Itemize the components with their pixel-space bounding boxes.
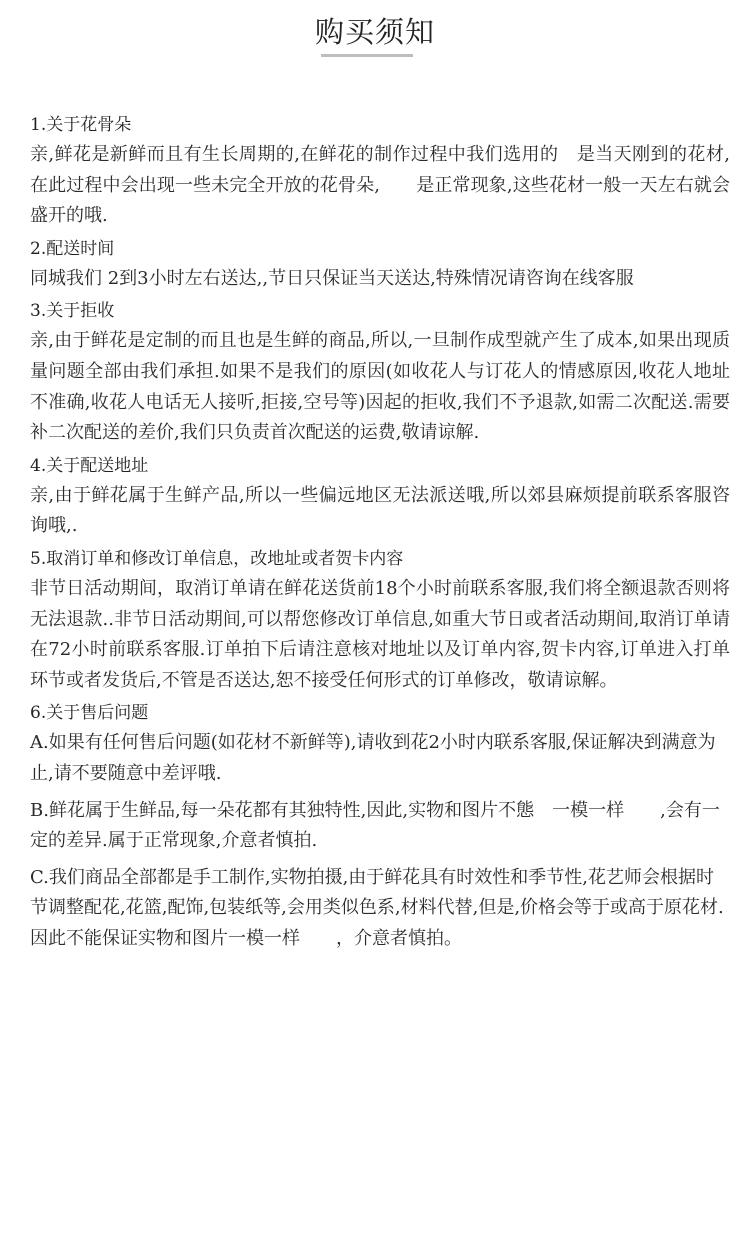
notice-content (30, 114, 730, 960)
after-sales-paragraph-c: C.我们商品全部都是手工制作,实物拍摄,由于鲜花具有时效性和季节性,花艺师会根据时节调整配花,花篮,配饰,包装纸等,会用类似色系,材料代替,但是,价格会等于或高于原花材.因此不能保证实物和图片一模一样 ，介意者慎拍。 (30, 866, 724, 949)
section-heading: 2.配送时间 (30, 238, 115, 259)
section-refusal (30, 300, 730, 448)
section-flower-buds (30, 114, 730, 232)
section-heading: 3.关于拒收 (30, 301, 115, 322)
page-title: 购买须知 (314, 15, 435, 49)
section-heading: 6.关于售后问题 (30, 703, 149, 724)
title-underline (321, 54, 413, 57)
after-sales-paragraph-b: B.鲜花属于生鲜品,每一朵花都有其独特性,因此,实物和图片不態 一模一样 ,会有一定的差异.属于正常现象,介意者慎拍. (30, 799, 720, 852)
section-cancel-modify-order (30, 548, 730, 696)
section-heading: 5.取消订单和修改订单信息，改地址或者贺卡内容 (30, 548, 404, 569)
section-delivery-address (30, 455, 730, 542)
section-heading: 1.关于花骨朵 (30, 115, 132, 135)
section-body: 亲,由于鲜花是定制的而且也是生鲜的商品,所以,一旦制作成型就产生了成本,如果出现质量问题全部由我们承担.如果不是我们的原因(如收花人与订花人的情感原因,收花人地址不准确,收花人电话无人接听,拒接,空号等)因起的拒收,我们不予退款,如需二次配送.需要补二次配送的差价,我们只负责首次配送的运费,敬请谅解. (30, 330, 730, 444)
section-body: 同城我们 2到3小时左右送达,,节日只保证当天送达,特殊情况请咨询在线客服 (30, 267, 634, 289)
section-body: 非节日活动期间，取消订单请在鲜花送货前18个小时前联系客服,我们将全额退款否则将无法退款..非节日活动期间,可以帮您修改订单信息,如重大节日或者活动期间,取消订单请在72小时前联系客服.订单拍下后请注意核对地址以及订单内容,贺卡内容,订单进入打单环节或者发货后,不管是否送达,恕不接受任何形式的订单修改，敬请谅解。 (30, 577, 730, 691)
section-delivery-time (30, 238, 730, 295)
section-heading: 4.关于配送地址 (30, 455, 149, 476)
section-after-sales (30, 702, 730, 954)
after-sales-paragraph-a: A.如果有任何售后问题(如花材不新鲜等),请收到花2小时内联系客服,保证解决到满意为止,请不要随意中差评哦. (30, 732, 716, 784)
section-body: 亲,鲜花是新鲜而且有生长周期的,在鲜花的制作过程中我们选用的 是当天刚到的花材,在此过程中会出现一些未完全开放的花骨朵, 是正常现象,这些花材一般一天左右就会盛开的哦. (30, 144, 730, 227)
section-body: 亲,由于鲜花属于生鲜产品,所以一些偏远地区无法派送哦,所以郊县麻烦提前联系客服咨询哦,. (30, 484, 730, 537)
